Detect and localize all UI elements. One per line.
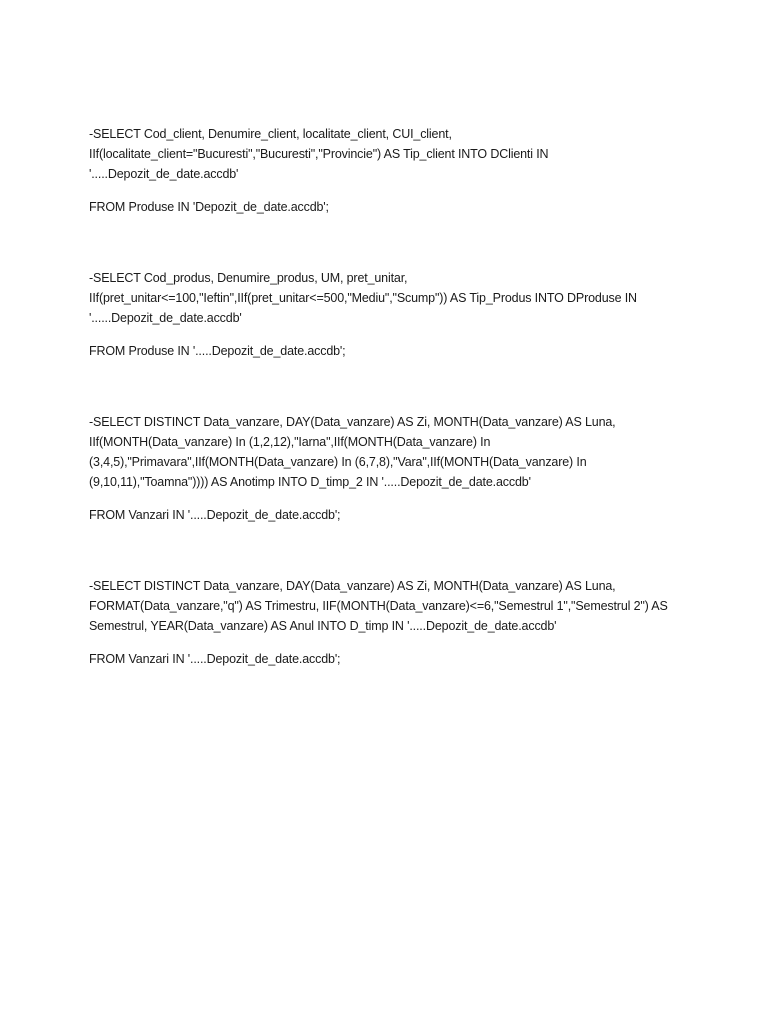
- sql-statement-3: [89, 412, 689, 525]
- select-line: -SELECT Cod_client, Denumire_client, localitate_client, CUI_client,: [89, 127, 452, 141]
- from-line: FROM Produse IN '.....Depozit_de_date.accdb';: [89, 344, 346, 358]
- statement-spacer: [89, 525, 689, 576]
- select-line: -SELECT DISTINCT Data_vanzare, DAY(Data_vanzare) AS Zi, MONTH(Data_vanzare) AS Luna,: [89, 415, 616, 429]
- select-line: -SELECT Cod_produs, Denumire_produs, UM, pret_unitar,: [89, 271, 408, 285]
- select-line: IIf(MONTH(Data_vanzare) In (1,2,12),"Iarna",IIf(MONTH(Data_vanzare) In: [89, 435, 491, 449]
- document-body: [89, 124, 689, 669]
- statement-spacer: [89, 361, 689, 412]
- from-line: FROM Vanzari IN '.....Depozit_de_date.accdb';: [89, 652, 341, 666]
- select-line: FORMAT(Data_vanzare,"q") AS Trimestru, IIF(MONTH(Data_vanzare)<=6,"Semestrul 1","Semestrul 2") AS: [89, 599, 668, 613]
- select-line: '.....Depozit_de_date.accdb': [89, 167, 239, 181]
- from-line: FROM Vanzari IN '.....Depozit_de_date.accdb';: [89, 508, 341, 522]
- from-line: FROM Produse IN 'Depozit_de_date.accdb';: [89, 200, 329, 214]
- select-line: IIf(pret_unitar<=100,"Ieftin",IIf(pret_unitar<=500,"Mediu","Scump")) AS Tip_Produs INTO DProduse IN: [89, 291, 637, 305]
- statement-spacer: [89, 217, 689, 268]
- select-line: (9,10,11),"Toamna")))) AS Anotimp INTO D_timp_2 IN '.....Depozit_de_date.accdb': [89, 475, 531, 489]
- select-line: Semestrul, YEAR(Data_vanzare) AS Anul INTO D_timp IN '.....Depozit_de_date.accdb': [89, 619, 557, 633]
- select-line: -SELECT DISTINCT Data_vanzare, DAY(Data_vanzare) AS Zi, MONTH(Data_vanzare) AS Luna,: [89, 579, 616, 593]
- select-line: (3,4,5),"Primavara",IIf(MONTH(Data_vanzare) In (6,7,8),"Vara",IIf(MONTH(Data_vanzare) In: [89, 455, 587, 469]
- select-line: IIf(localitate_client="Bucuresti","Bucuresti","Provincie") AS Tip_client INTO DClienti IN: [89, 147, 549, 161]
- sql-statement-2: [89, 268, 689, 361]
- sql-statement-4: [89, 576, 689, 669]
- sql-statement-1: [89, 124, 689, 217]
- select-line: '......Depozit_de_date.accdb': [89, 311, 242, 325]
